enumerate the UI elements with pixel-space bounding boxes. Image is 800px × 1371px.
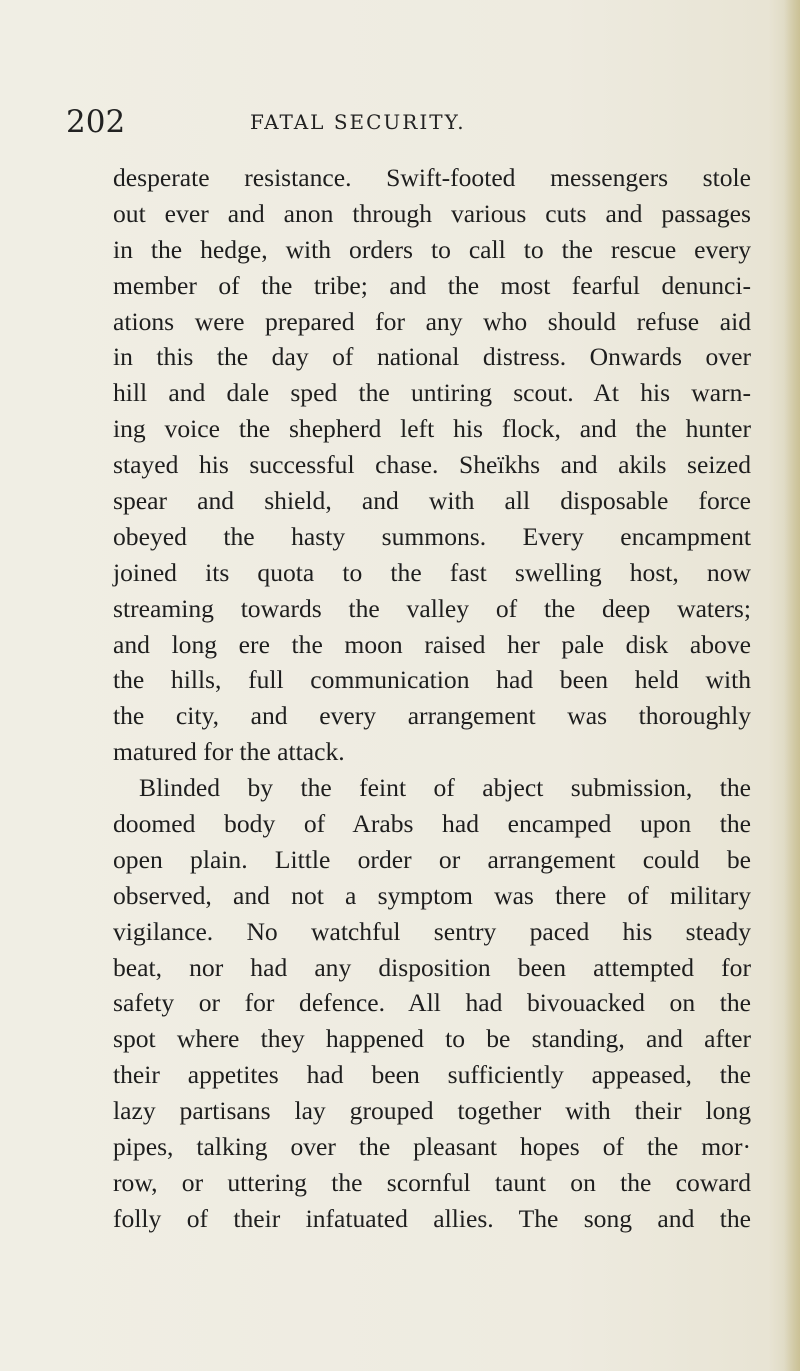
text-line: pipes, talking over the pleasant hopes of the mor· bbox=[113, 1132, 751, 1162]
text-line: lazy partisans lay grouped together with their long bbox=[113, 1096, 751, 1126]
body-text bbox=[113, 160, 751, 1237]
page-edge-shadow bbox=[784, 0, 800, 1371]
text-line: stayed his successful chase. Sheïkhs and akils seized bbox=[113, 450, 751, 480]
text-line: member of the tribe; and the most fearful denunci- bbox=[113, 270, 751, 300]
text-line: vigilance. No watchful sentry paced his steady bbox=[113, 916, 751, 946]
text-line: hill and dale sped the untiring scout. At his warn- bbox=[113, 378, 751, 408]
text-line: folly of their infatuated allies. The song and the bbox=[113, 1203, 751, 1233]
page-number: 202 bbox=[66, 104, 126, 140]
text-line: open plain. Little order or arrangement could be bbox=[113, 844, 751, 874]
text-line: the hills, full communication had been held with bbox=[113, 665, 751, 695]
text-line: out ever and anon through various cuts and passages bbox=[113, 198, 751, 228]
text-line: row, or uttering the scornful taunt on the coward bbox=[113, 1167, 751, 1197]
text-line: ing voice the shepherd left his flock, and the hunter bbox=[113, 414, 751, 444]
text-line: in the hedge, with orders to call to the rescue every bbox=[113, 234, 751, 264]
text-line: spot where they happened to be standing, and after bbox=[113, 1024, 751, 1054]
text-line: desperate resistance. Swift-footed messengers stole bbox=[113, 163, 751, 192]
paragraph-end-line: matured for the attack. bbox=[113, 737, 345, 767]
text-line: spear and shield, and with all disposable force bbox=[113, 486, 751, 516]
text-line: safety or for defence. All had bivouacked on the bbox=[113, 988, 751, 1018]
paragraph-start-line: Blinded by the feint of abject submission, the bbox=[139, 773, 751, 803]
running-title: FATAL SECURITY. bbox=[250, 110, 466, 134]
text-line: observed, and not a symptom was there of military bbox=[113, 880, 751, 910]
text-line: obeyed the hasty summons. Every encampment bbox=[113, 521, 751, 551]
text-line: their appetites had been sufficiently appeased, the bbox=[113, 1060, 751, 1090]
text-line: the city, and every arrangement was thoroughly bbox=[113, 701, 751, 731]
text-line: and long ere the moon raised her pale disk above bbox=[113, 629, 751, 659]
text-line: ations were prepared for any who should refuse aid bbox=[113, 306, 751, 336]
running-head bbox=[66, 102, 726, 142]
text-line: beat, nor had any disposition been attempted for bbox=[113, 952, 751, 982]
text-line: in this the day of national distress. Onwards over bbox=[113, 342, 751, 372]
text-line: streaming towards the valley of the deep waters; bbox=[113, 593, 751, 623]
text-line: doomed body of Arabs had encamped upon the bbox=[113, 809, 751, 839]
text-line: joined its quota to the fast swelling host, now bbox=[113, 557, 751, 587]
